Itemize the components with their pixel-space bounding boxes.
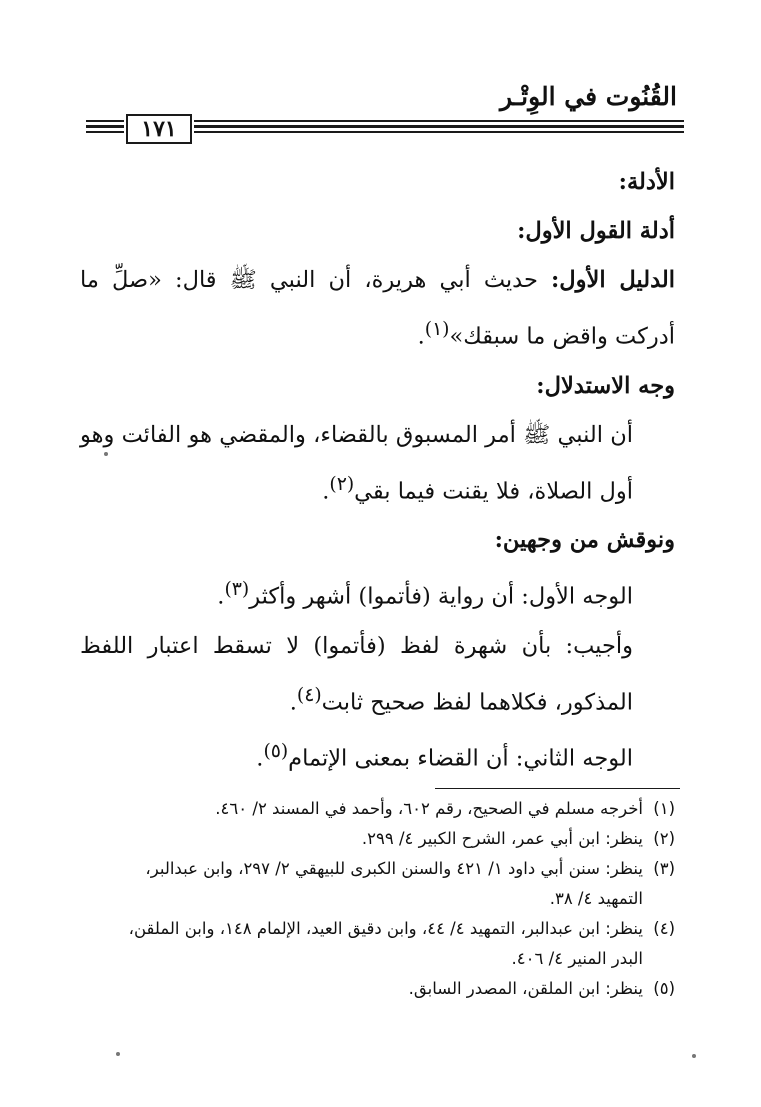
scan-speck [692, 1054, 696, 1058]
answer-paragraph [80, 622, 675, 728]
footnote-continuation: التمهيد ٤/ ٣٨. [549, 889, 643, 908]
aspect-2-paragraph [80, 727, 675, 784]
aspect-1-text: الوجه الأول: أن رواية (فأتموا) أشهر وأكثر [249, 583, 633, 610]
footnote-5 [71, 974, 675, 1004]
footnote-text: ينظر: ابن الملقن، المصدر السابق. [408, 979, 643, 998]
inference-heading: وجه الاستدلال: [536, 372, 675, 399]
scan-speck [116, 1052, 120, 1056]
footnote-text: ينظر: سنن أبي داود ١/ ٤٢١ والسنن الكبرى للبيهقي ٢/ ٢٩٧، وابن عبدالبر، [145, 859, 643, 878]
evidence-heading: الأدلة: [618, 169, 675, 195]
footnote-ref-2[interactable]: (٢) [329, 473, 355, 495]
footnote-ref-5[interactable]: (٥) [263, 741, 289, 762]
header-rule [86, 118, 684, 146]
footnote-ref-3[interactable]: (٣) [224, 579, 250, 600]
period: . [417, 323, 425, 350]
footnote-number: (٤) [653, 919, 675, 938]
footnote-text: ينظر: ابن عبدالبر، التمهيد ٤/ ٤٤، وابن دقيق العيد، الإلمام ١٤٨، وابن الملقن، [128, 919, 643, 938]
scan-speck [104, 452, 108, 456]
footnote-3 [71, 854, 675, 914]
footnote-2 [71, 824, 675, 854]
footnotes [71, 794, 675, 1004]
footnote-number: (٢) [653, 829, 675, 848]
evidence-1-paragraph [80, 256, 675, 362]
running-title: القُنُوت في الوِتْـر [500, 82, 677, 111]
footnote-ref-1[interactable]: (١) [424, 319, 450, 340]
footnote-ref-4[interactable]: (٤) [296, 684, 322, 706]
period: . [217, 583, 225, 610]
footnote-separator [435, 788, 680, 789]
period: . [256, 745, 264, 772]
footnote-number: (١) [653, 799, 675, 818]
objection-heading: ونوقش من وجهين: [494, 527, 675, 553]
footnote-text: أخرجه مسلم في الصحيح، رقم ٦٠٢، وأحمد في المسند ٢/ ٤٦٠. [215, 799, 643, 818]
first-opinion-heading: أدلة القول الأول: [517, 218, 675, 244]
evidence-1-text: حديث أبي هريرة، أن النبي ﷺ قال: «صلِّ ما أدركت واقض ما سبقك» [80, 267, 675, 350]
footnote-continuation: البدر المنير ٤/ ٤٠٦. [511, 949, 643, 968]
footnote-text: ينظر: ابن أبي عمر، الشرح الكبير ٤/ ٢٩٩. [361, 829, 643, 848]
period: . [289, 689, 297, 715]
period: . [322, 478, 330, 504]
aspect-2-text: الوجه الثاني: أن القضاء بمعنى الإتمام [288, 745, 633, 772]
inference-paragraph [80, 411, 675, 517]
footnote-number: (٥) [653, 979, 675, 998]
answer-text: وأجيب: بأن شهرة لفظ (فأتموا) لا تسقط اعتبار اللفظ المذكور، فكلاهما لفظ صحيح ثابت [80, 632, 633, 715]
evidence-1-label: الدليل الأول: [551, 267, 675, 293]
footnote-number: (٣) [653, 859, 675, 878]
main-text [80, 158, 675, 784]
footnote-4 [71, 914, 675, 974]
page-number: ١٧١ [126, 114, 192, 144]
footnote-1 [71, 794, 675, 824]
inference-text: أن النبي ﷺ أمر المسبوق بالقضاء، والمقضي هو الفائت وهو أول الصلاة، فلا يقنت فيما بقي [80, 421, 633, 504]
aspect-1-paragraph [80, 565, 675, 622]
